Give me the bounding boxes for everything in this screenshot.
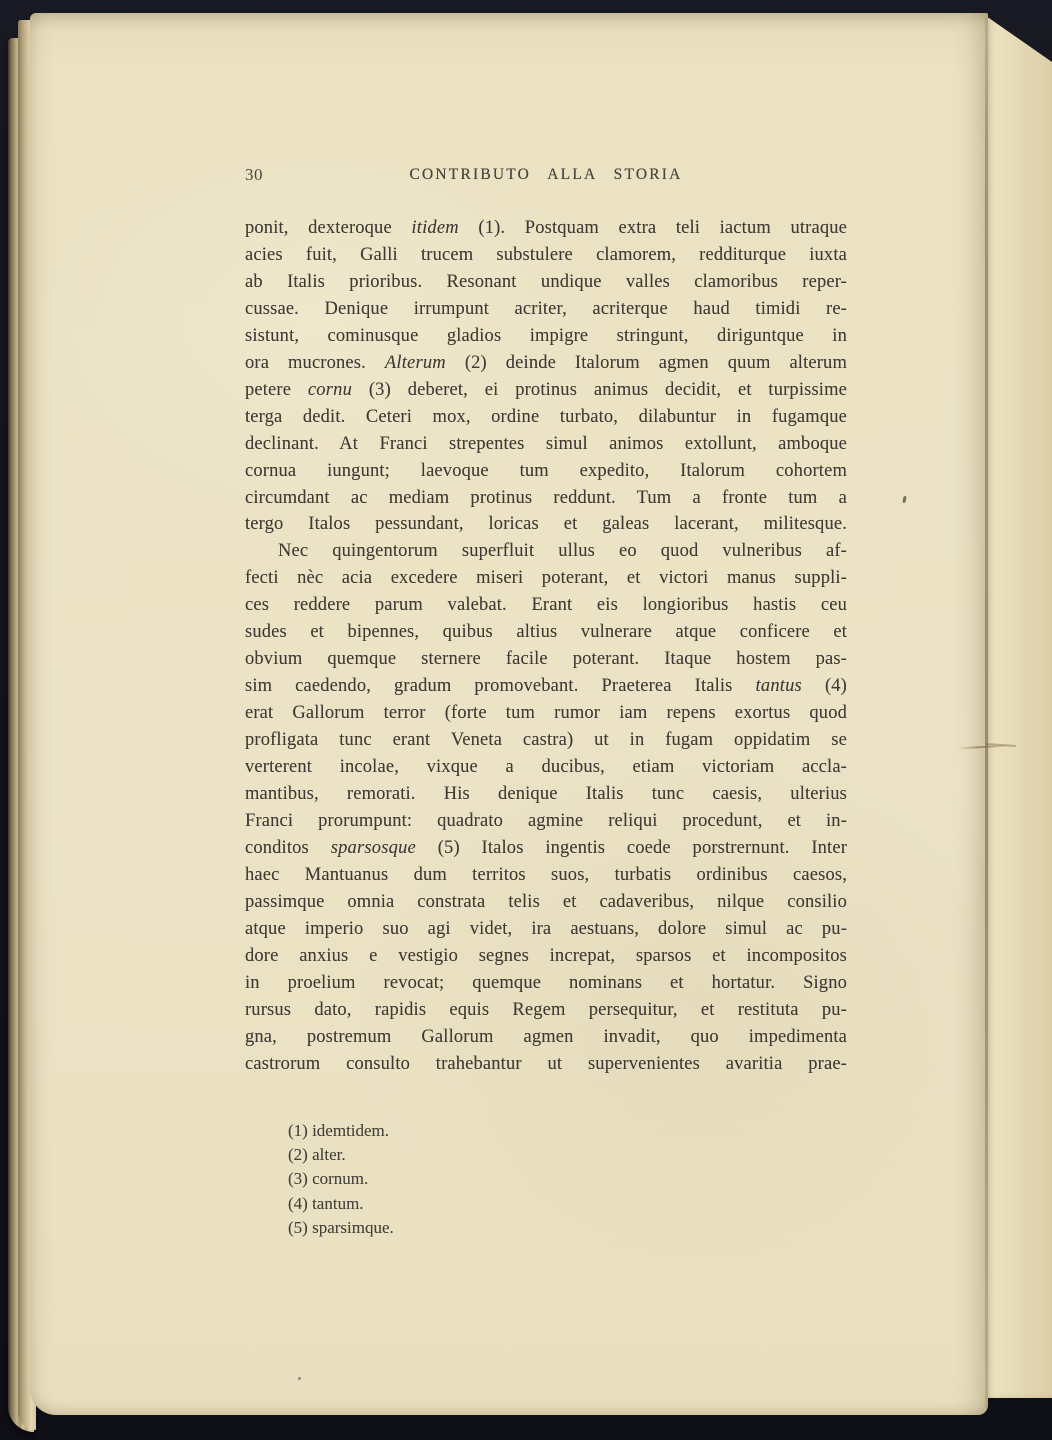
text-line: haec Mantuanus dum territos suos, turbatis ordinibus caesos, [245, 864, 847, 885]
text-line: atque imperio suo agi videt, ira aestuans, dolore simul ac pu- [245, 918, 847, 939]
book-page [30, 13, 988, 1415]
page-number: 30 [245, 165, 263, 184]
body-text [245, 215, 847, 1078]
gutter-shadow [985, 17, 988, 1409]
text-line: obvium quemque sternere facile poterant. Itaque hostem pas- [245, 649, 847, 670]
text-line: castrorum consulto trahebantur ut supervenientes avaritia prae- [245, 1053, 847, 1074]
text-line: gna, postremum Gallorum agmen invadit, quo impedimenta [245, 1026, 847, 1047]
text-line: passimque omnia constrata telis et cadaveribus, nilque consilio [245, 891, 847, 912]
footnotes [288, 1119, 708, 1240]
page-header [245, 163, 847, 189]
text-line: erat Gallorum terror (forte tum rumor iam repens exortus quod [245, 703, 847, 724]
ink-speck [902, 496, 906, 503]
text-line: fecti nèc acia excedere miseri poterant, et victori manus suppli- [245, 568, 847, 589]
text-line: cornua iungunt; laevoque tum expedito, Italorum cohortem [245, 460, 847, 481]
text-line: dore anxius e vestigio segnes increpat, sparsos et incompositos [245, 945, 847, 966]
text-line: verterent incolae, vixque a ducibus, etiam victoriam accla- [245, 757, 847, 778]
text-line: Nec quingentorum superfluit ullus eo quod vulneribus af- [278, 541, 847, 562]
text-line: ab Italis prioribus. Resonant undique valles clamoribus reper- [245, 271, 847, 292]
text-line: petere cornu (3) deberet, ei protinus animus decidit, et turpissime [245, 379, 847, 400]
text-line: mantibus, remorati. His denique Italis tunc caesis, ulterius [245, 784, 847, 805]
footnote-line: (2) alter. [288, 1145, 346, 1165]
text-line: ponit, dexteroque itidem (1). Postquam extra teli iactum utraque [245, 218, 847, 238]
text-line: terga dedit. Ceteri mox, ordine turbato, dilabuntur in fugamque [245, 406, 847, 427]
text-line: sudes et bipennes, quibus altius vulnerare atque conficere et [245, 622, 847, 643]
footnote-line: (4) tantum. [288, 1193, 364, 1213]
text-line: ces reddere parum valebat. Erant eis longioribus hastis ceu [245, 595, 847, 616]
text-line: circumdant ac mediam protinus reddunt. Tum a fronte tum a [245, 487, 847, 508]
text-line: ora mucrones. Alterum (2) deinde Italorum agmen quum alterum [245, 352, 847, 373]
text-line: cussae. Denique irrumpunt acriter, acriterque haud timidi re- [245, 298, 847, 319]
text-line: sim caedendo, gradum promovebant. Praeterea Italis tantus (4) [245, 676, 847, 697]
text-line: acies fuit, Galli trucem substulere clamorem, redditurque iuxta [245, 244, 847, 265]
footnote-line: (3) cornum. [288, 1169, 369, 1189]
text-line: profligata tunc erant Veneta castra) ut in fugam oppidatim se [245, 730, 847, 751]
text-line: Franci prorumpunt: quadrato agmine reliqui procedunt, et in- [245, 810, 847, 831]
ink-speck [298, 1377, 301, 1380]
footnote-line: (1) idemtidem. [288, 1121, 390, 1140]
running-title: CONTRIBUTO ALLA STORIA [409, 166, 683, 183]
footnote-line: (5) sparsimque. [288, 1217, 394, 1237]
text-line: sistunt, cominusque gladios impigre stringunt, diriguntque in [245, 325, 847, 346]
adjacent-page-edge [986, 0, 1052, 1398]
text-line: rursus dato, rapidis equis Regem persequitur, et restituta pu- [245, 999, 847, 1020]
text-line: in proelium revocat; quemque nominans et hortatur. Signo [245, 972, 847, 993]
text-line: declinant. At Franci strepentes simul animos extollunt, amboque [245, 433, 847, 454]
text-line: tergo Italos pessundant, loricas et galeas lacerant, militesque. [245, 514, 847, 535]
text-line: conditos sparsosque (5) Italos ingentis coede porstrernunt. Inter [245, 837, 847, 858]
